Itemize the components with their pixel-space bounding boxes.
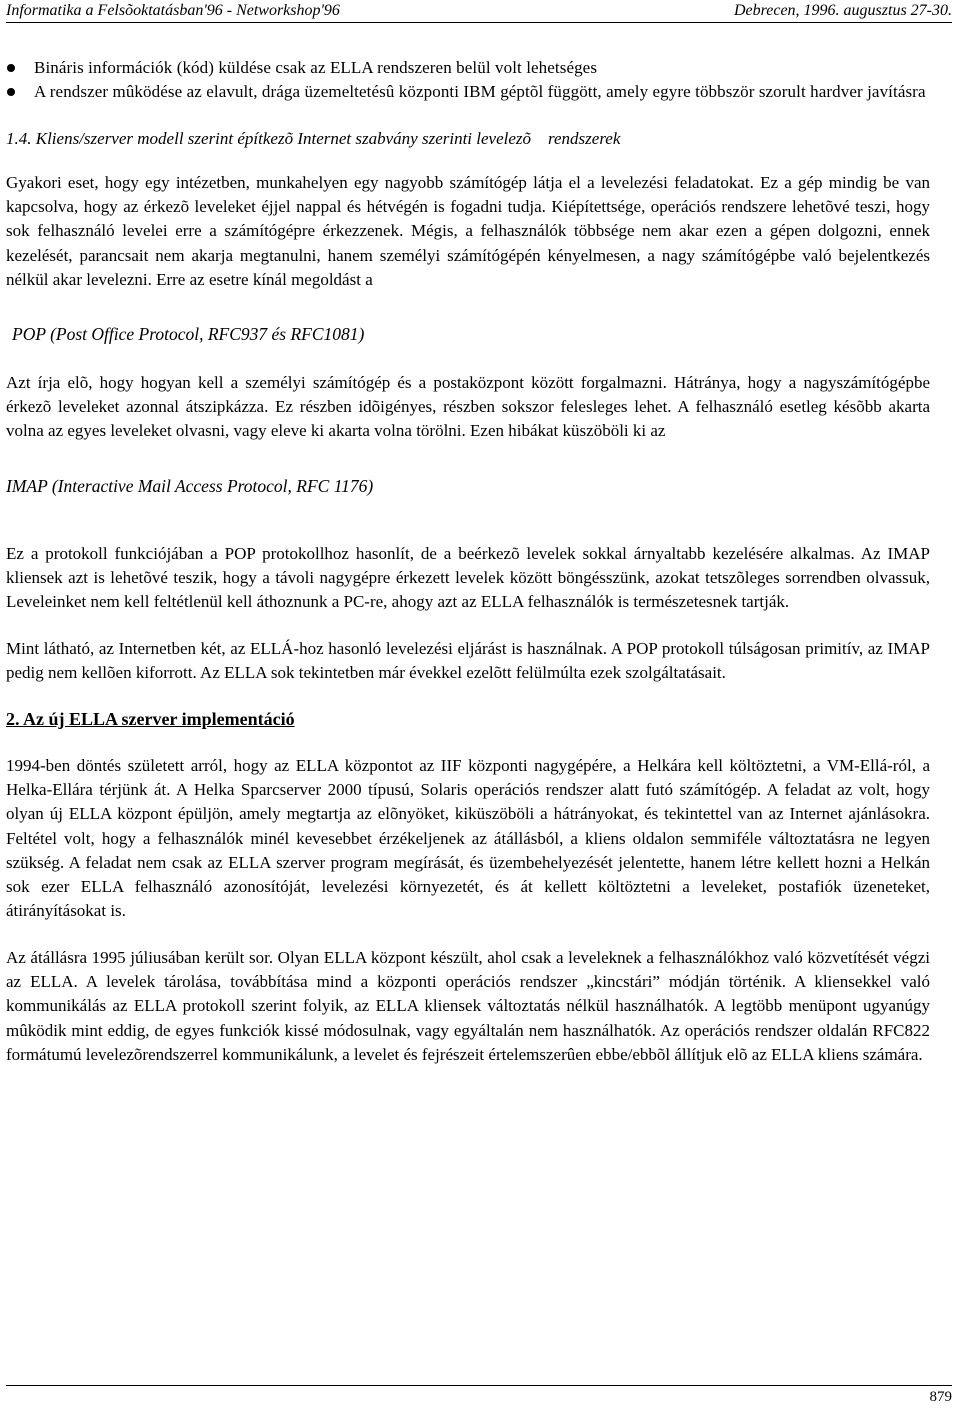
bullet-item (6, 80, 930, 104)
imap-heading: IMAP (Interactive Mail Access Protocol, RFC 1176) (6, 475, 374, 496)
bullet-icon (7, 64, 15, 72)
header-rule (6, 22, 952, 23)
paragraph: Az átállásra 1995 júliusában került sor. Olyan ELLA központ készült, ahol csak a leveleknek a felhasználókhoz való közvetítését végzi az ELLA. A levelek tárolása, továbbítása mind a központi operációs rendszer „kincstári” módján történik. A kliensekkel való kommunikálás az ELLA protokoll szerint folyik, az ELLA kliensek változtatás nélkül használhatók. A legtöbb menüpont ugyanúgy mûködik mint eddig, de egyes funkciók kissé módosulnak, vagy egyáltalán nem használhatók. Az operációs rendszer oldalán RFC822 formátumú levelezõrendszerrel kommunikálunk, a levelet és fejrészeit értelemszerûen ebbe/ebbõl állítjuk elõ az ELLA kliens számára. (6, 947, 930, 1064)
paragraph: 1994-ben döntés született arról, hogy az ELLA központot az IIF központi nagygépére, a Helkára kell költöztetni, a VM-Ellá-ról, a Helka-Ellára térjünk át. A Helka Sparcserver 2000 típusú, Solaris operációs rendszer alatt futó számítógép. A feladat az volt, hogy olyan új ELLA központ épüljön, amely megtartja az elõnyöket, kiküszöböli a hátrányokat, és tekintettel van az Internet ajánlásokra. Feltétel volt, hogy a felhasználók minél kevesebbet érzékeljenek az átállásból, a kliens oldalon semmiféle változtatásra ne legyen szükség. A feladat nem csak az ELLA szerver program megírását, és üzembehelyezését jelentette, hanem létre kellett hozni a Helkán sok ezer ELLA felhasználó azonosítóját, levelezési környezetét, és át kellett költöztetni a leveleket, postafiók üzeneteket, átirányításokat is. (6, 755, 930, 921)
document-body (6, 56, 930, 1067)
section-heading-2: 2. Az új ELLA szerver implementáció (6, 709, 295, 730)
section-heading-1-4: 1.4. Kliens/szerver modell szerint építkezõ Internet szabvány szerinti levelezõ rendszerek (6, 128, 621, 148)
bullet-icon (7, 88, 15, 96)
footer-rule (6, 1385, 952, 1386)
page-number: 879 (929, 1389, 952, 1405)
paragraph: Mint látható, az Internetben két, az ELLÁ-hoz hasonló levelezési eljárást is használnak. A POP protokoll túlságosan primitív, az IMAP pedig nem kellõen kiforrott. Az ELLA sok tekintetben már évekkel ezelõtt felülmúlta ezek szolgáltatásait. (6, 638, 930, 683)
paragraph: Gyakori eset, hogy egy intézetben, munkahelyen egy nagyobb számítógép látja el a levelezési feladatokat. Ez a gép mindig be van kapcsolva, hogy az érkezõ leveleket éjjel nappal és hétvégén is fogadni tudja. Kiépítettsége, operációs rendszere lehetõvé teszi, hogy sok felhasználó levelei erre a számítógépre érkezzenek. Mégis, a felhasználók többsége nem akar ezen a gépen dolgozni, ennek kezelését, parancsait nem akarja megtanulni, hanem személyi számítógépén kényelmesen, a nagy számítógépbe való bejelentkezés nélkül akar levelezni. Erre az esetre kínál megoldást a (6, 172, 930, 290)
bullet-text: A rendszer mûködése az elavult, drága üzemeltetésû központi IBM géptõl függött, amely egyre többször szorult hardver javításra (34, 82, 926, 102)
bullet-list (6, 56, 930, 105)
bullet-text: Bináris információk (kód) küldése csak az ELLA rendszeren belül volt lehetséges (34, 58, 598, 77)
page-header (6, 0, 952, 24)
header-right: Debrecen, 1996. augusztus 27-30. (733, 2, 952, 19)
pop-heading: POP (Post Office Protocol, RFC937 és RFC1081) (12, 324, 365, 345)
bullet-item (6, 56, 930, 80)
paragraph: Azt írja elõ, hogy hogyan kell a személyi számítógép és a postaközpont között forgalmazni. Hátránya, hogy a nagyszámítógépbe érkezõ leveleket azonnal átszipkázza. Ez részben idõigényes, részben sokszor felesleges lehet. A felhasználó esetleg késõbb akarta volna az egyes leveleket olvasni, vagy eleve ki akarta volna törölni. Ezen hibákat küszöböli ki az (6, 372, 930, 441)
header-left: Informatika a Felsõoktatásban'96 - Networkshop'96 (6, 2, 340, 19)
paragraph: Ez a protokoll funkciójában a POP protokollhoz hasonlít, de a beérkezõ levelek sokkal árnyaltabb kezelésére alkalmas. Az IMAP kliensek azt is lehetõvé teszik, hogy a távoli nagygépre érkezett levelek között böngésszünk, azokat tetszõleges sorrendben olvassuk, Leveleinket nem kell feltétlenül kell áthoznunk a PC-re, ahogy azt az ELLA felhasználók is természetesnek tartják. (6, 543, 930, 612)
